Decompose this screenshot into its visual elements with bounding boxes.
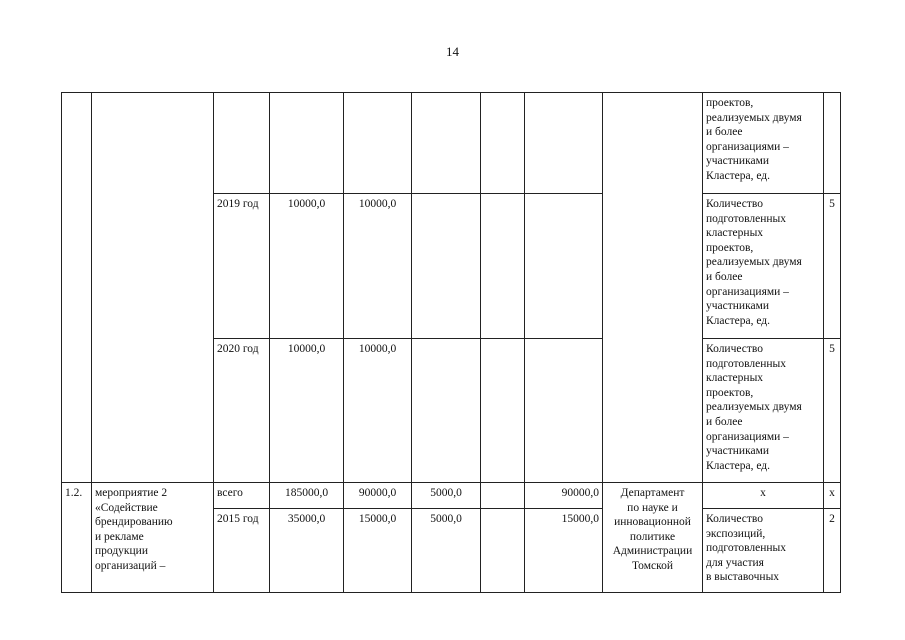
indicator-cell: проектов, реализуемых двумя и более организациями – участниками Кластера, ед. xyxy=(703,93,824,194)
extra-cell xyxy=(525,93,603,194)
indicator-cell: x xyxy=(703,483,824,509)
federal-cell: 10000,0 xyxy=(344,339,412,483)
period-cell: 2020 год xyxy=(214,339,270,483)
period-cell: всего xyxy=(214,483,270,509)
federal-cell: 10000,0 xyxy=(344,194,412,339)
regional-cell xyxy=(412,194,481,339)
total-cell: 185000,0 xyxy=(270,483,344,509)
indicator-cell: Количество подготовленных кластерных проектов, реализуемых двумя и более организациями – участниками Кластера, ед. xyxy=(703,194,824,339)
item-number-cell xyxy=(62,93,92,483)
indicator-cell: Количество подготовленных кластерных проектов, реализуемых двумя и более организациями – участниками Кластера, ед. xyxy=(703,339,824,483)
federal-cell: 90000,0 xyxy=(344,483,412,509)
indicator-cell: Количество экспозиций, подготовленных для участия в выставочных xyxy=(703,509,824,593)
extra-cell: 15000,0 xyxy=(525,509,603,593)
total-cell: 35000,0 xyxy=(270,509,344,593)
executor-cell xyxy=(603,93,703,483)
executor-cell: Департамент по науке и инновационной политике Администрации Томской xyxy=(603,483,703,593)
table-row xyxy=(62,483,841,509)
value-cell: 5 xyxy=(824,194,841,339)
federal-cell xyxy=(344,93,412,194)
item-number-cell: 1.2. xyxy=(62,483,92,593)
item-name-cell: мероприятие 2 «Содействие брендированию и рекламе продукции организаций – xyxy=(92,483,214,593)
value-cell: x xyxy=(824,483,841,509)
local-cell xyxy=(481,483,525,509)
value-cell: 5 xyxy=(824,339,841,483)
value-cell xyxy=(824,93,841,194)
page-number: 14 xyxy=(446,44,459,59)
regional-cell xyxy=(412,93,481,194)
federal-cell: 15000,0 xyxy=(344,509,412,593)
local-cell xyxy=(481,339,525,483)
period-cell xyxy=(214,93,270,194)
regional-cell xyxy=(412,339,481,483)
item-name-cell xyxy=(92,93,214,483)
extra-cell: 90000,0 xyxy=(525,483,603,509)
extra-cell xyxy=(525,339,603,483)
regional-cell: 5000,0 xyxy=(412,509,481,593)
table-row xyxy=(62,93,841,194)
value-cell: 2 xyxy=(824,509,841,593)
program-table xyxy=(61,92,841,593)
local-cell xyxy=(481,509,525,593)
period-cell: 2015 год xyxy=(214,509,270,593)
total-cell: 10000,0 xyxy=(270,339,344,483)
local-cell xyxy=(481,194,525,339)
total-cell xyxy=(270,93,344,194)
local-cell xyxy=(481,93,525,194)
period-cell: 2019 год xyxy=(214,194,270,339)
total-cell: 10000,0 xyxy=(270,194,344,339)
regional-cell: 5000,0 xyxy=(412,483,481,509)
extra-cell xyxy=(525,194,603,339)
